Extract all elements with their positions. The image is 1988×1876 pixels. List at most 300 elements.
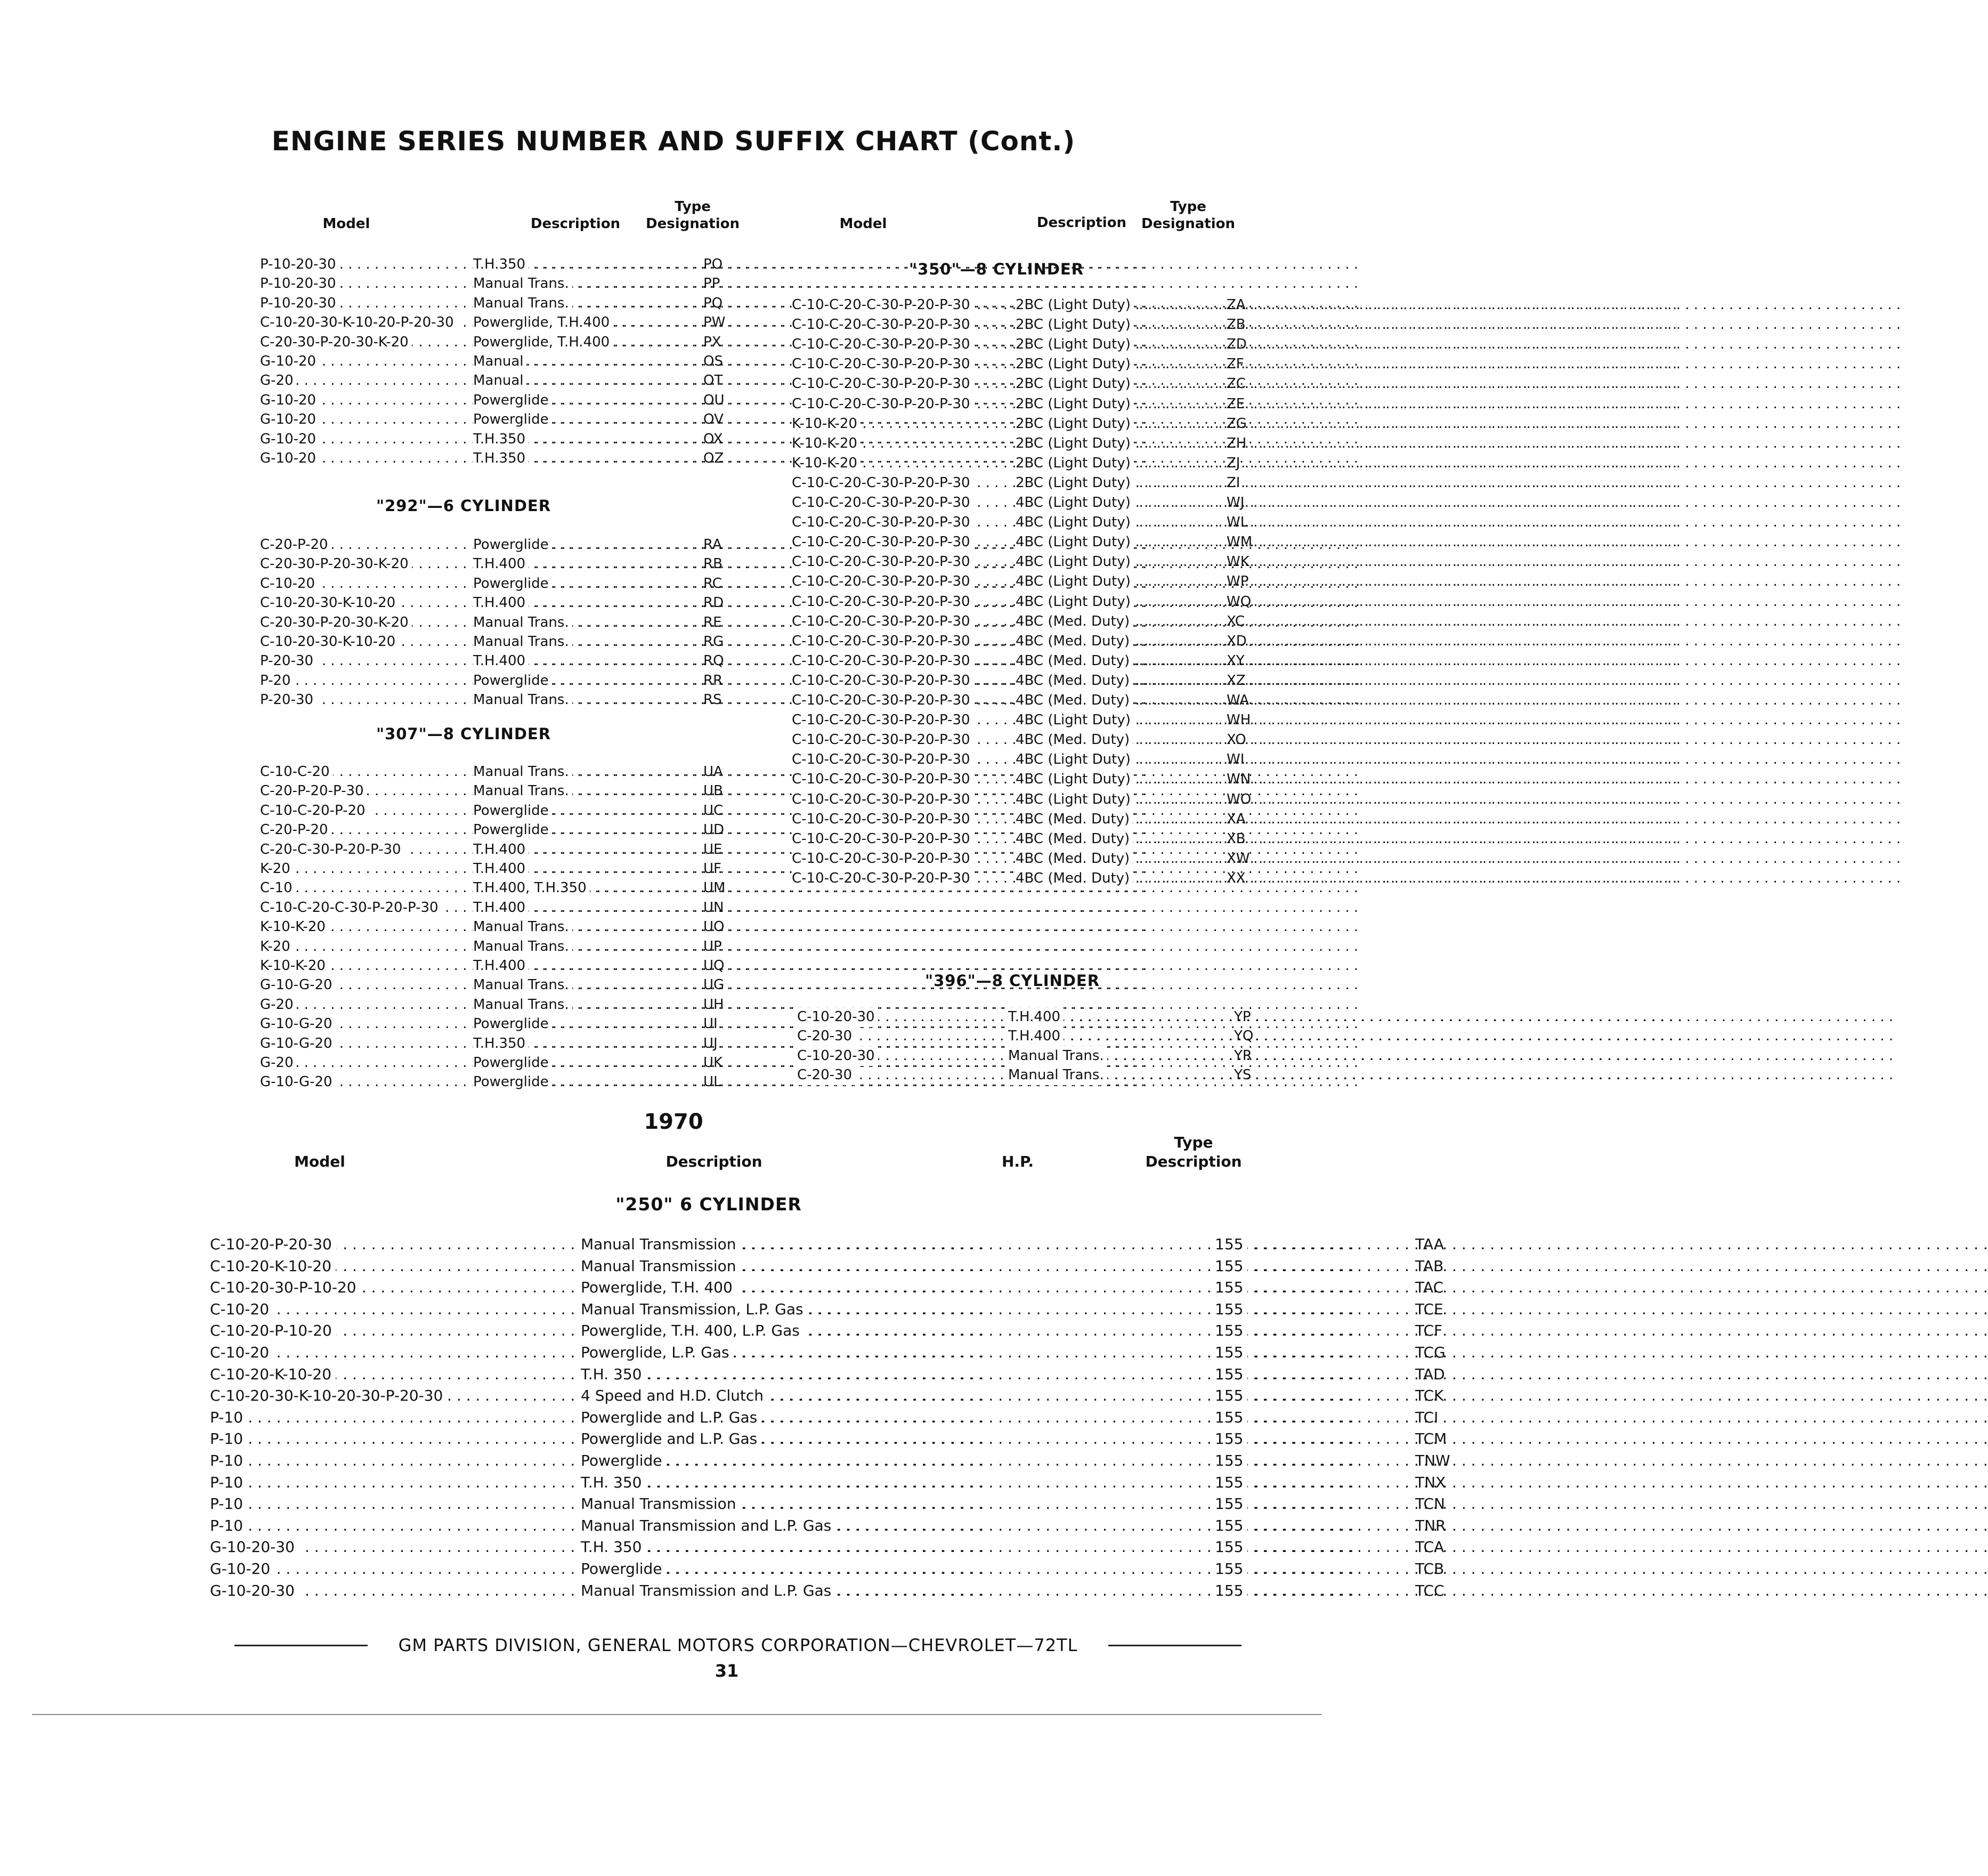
model-cell: C-10-C-20-C-30-P-20-P-30 [792, 691, 973, 710]
model-cell: C-20-30 [797, 1026, 855, 1046]
table-row [260, 1072, 729, 1092]
designation-cell: UO [703, 919, 725, 935]
table-row [260, 898, 729, 918]
type-description-cell: TCA [1415, 1538, 1445, 1556]
header-designation-left: Designation [646, 216, 740, 232]
designation-cell: PX [703, 334, 721, 350]
model-cell: C-10-C-20-C-30-P-20-P-30 [792, 354, 973, 374]
table-row [260, 956, 729, 976]
table-row [260, 391, 729, 410]
description-cell: Powerglide and L.P. Gas [581, 1428, 761, 1450]
description-cell: Powerglide [473, 671, 552, 691]
model-cell: C-20-P-20-P-30 [260, 781, 367, 801]
table-row [260, 1014, 729, 1034]
table-row [260, 1034, 729, 1054]
model-cell: C-10-20-30 [797, 1046, 878, 1066]
designation-cell: XD [1227, 633, 1247, 649]
dot-leader [210, 1471, 572, 1493]
description-cell: 4BC (Light Duty) [1016, 790, 1134, 810]
designation-cell: UM [703, 880, 726, 896]
table-row [792, 335, 1261, 354]
designation-cell: UP [703, 938, 722, 955]
header-hp-1970: H.P. [1001, 1153, 1034, 1170]
table-row [792, 552, 1261, 572]
model-cell: C-10-C-20-C-30-P-20-P-30 [792, 671, 973, 691]
model-cell: C-10-C-20-C-30-P-20-P-30 [792, 394, 973, 414]
model-cell: C-10-C-20-C-30-P-20-P-30 [792, 849, 973, 869]
designation-cell: UQ [703, 958, 725, 974]
hp-cell: 155 [1215, 1363, 1247, 1385]
table-row [210, 1385, 1444, 1406]
hp-cell: 155 [1215, 1233, 1247, 1255]
type-description-cell: TAD [1415, 1365, 1445, 1383]
table-row [260, 274, 729, 294]
description-cell: Powerglide [473, 410, 552, 430]
table-row [260, 535, 729, 555]
type-description-cell: TNW [1415, 1452, 1450, 1469]
table-row [792, 374, 1261, 394]
model-cell: C-20-30-P-20-30-K-20 [260, 554, 412, 574]
header-description-1970: Description [666, 1153, 762, 1170]
description-cell: T.H.400, T.H.350 [473, 878, 590, 898]
table-row [210, 1536, 1445, 1558]
description-cell: Manual Transmission, L.P. Gas [581, 1298, 808, 1320]
designation-cell: ZF [1227, 356, 1244, 373]
description-cell: Manual Trans. [473, 762, 572, 782]
designation-cell: OZ [703, 450, 724, 466]
description-cell: 4BC (Med. Duty) [1016, 810, 1133, 829]
table-row [792, 513, 1261, 532]
header-type-description-1970: Description [1145, 1153, 1242, 1170]
designation-cell: ZG [1227, 415, 1247, 432]
model-cell: C-10-C-20-C-30-P-20-P-30 [260, 898, 442, 918]
description-cell: Manual Transmission and L.P. Gas [581, 1580, 835, 1602]
designation-cell: XB [1227, 830, 1246, 847]
description-cell: T.H.350 [473, 430, 529, 449]
designation-cell: UH [703, 996, 724, 1013]
dot-leader [210, 1450, 572, 1471]
type-description-cell: TCK [1415, 1387, 1444, 1405]
description-cell: Powerglide [473, 1014, 552, 1034]
type-description-cell: TCB [1415, 1560, 1445, 1578]
description-cell: Manual Trans. [473, 632, 572, 652]
model-cell: C-20-30-P-20-30-K-20 [260, 613, 412, 633]
designation-cell: PP [703, 276, 720, 292]
header-type-left: Type [675, 199, 711, 215]
designation-cell: OT [703, 373, 723, 389]
hp-cell: 155 [1215, 1255, 1247, 1277]
model-cell: C-10-C-20-C-30-P-20-P-30 [792, 295, 973, 315]
designation-cell: YS [1234, 1067, 1252, 1083]
type-description-cell: TCG [1415, 1344, 1446, 1361]
table-row [792, 829, 1261, 849]
table-row [260, 613, 729, 633]
description-cell: 2BC (Light Duty) [1016, 335, 1134, 354]
model-cell: K-10-K-20 [792, 454, 861, 473]
model-cell: P-10 [210, 1450, 247, 1471]
designation-cell: WP [1227, 573, 1249, 590]
dot-leader [210, 1406, 572, 1428]
model-cell: G-20 [260, 1053, 297, 1073]
table-row [260, 840, 729, 860]
description-cell: 4BC (Light Duty) [1016, 592, 1134, 612]
table-row [797, 1065, 1261, 1085]
hp-cell: 155 [1215, 1471, 1247, 1493]
description-cell: Manual Trans. [473, 613, 572, 633]
designation-cell: WL [1227, 514, 1248, 531]
model-cell: C-10 [260, 878, 296, 898]
table-row [792, 394, 1261, 414]
model-cell: P-10 [210, 1428, 247, 1450]
model-cell: C-10-C-20-C-30-P-20-P-30 [792, 493, 973, 513]
table-row [260, 255, 729, 274]
model-cell: P-10 [210, 1471, 247, 1493]
description-cell: Manual Transmission and L.P. Gas [581, 1515, 835, 1537]
model-cell: G-10-20 [210, 1558, 274, 1580]
description-cell: T.H.350 [473, 255, 529, 274]
type-description-cell: TNX [1415, 1473, 1446, 1491]
hp-cell: 155 [1215, 1320, 1247, 1341]
description-cell: 4BC (Med. Duty) [1016, 730, 1133, 750]
model-cell: C-10-C-20-C-30-P-20-P-30 [792, 632, 973, 651]
table-row [260, 430, 729, 449]
designation-cell: XC [1227, 613, 1245, 629]
type-description-cell: TCC [1415, 1581, 1445, 1599]
description-cell: 4BC (Med. Duty) [1016, 691, 1133, 710]
table-row [260, 554, 729, 574]
type-description-cell: TCN [1415, 1495, 1445, 1513]
model-cell: C-10-C-20-C-30-P-20-P-30 [792, 552, 973, 572]
hp-cell: 155 [1215, 1385, 1247, 1406]
description-cell: Manual Trans. [473, 937, 572, 957]
description-cell: Powerglide [581, 1558, 667, 1580]
table-row [792, 849, 1261, 869]
model-cell: G-20 [260, 371, 297, 391]
table-row [792, 810, 1261, 829]
designation-cell: XZ [1227, 672, 1246, 689]
section-title-396: "396"—8 CYLINDER [924, 972, 1100, 990]
designation-cell: OV [703, 411, 724, 428]
table-row [260, 995, 729, 1015]
model-cell: G-10-G-20 [260, 975, 336, 995]
description-cell: Powerglide [473, 801, 552, 821]
description-cell: 4BC (Light Duty) [1016, 750, 1134, 770]
model-cell: P-10-20-30 [260, 294, 339, 313]
type-description-cell: TCE [1415, 1300, 1443, 1318]
hp-cell: 155 [1215, 1493, 1247, 1515]
description-cell: Powerglide [473, 391, 552, 410]
designation-cell: WO [1227, 791, 1252, 807]
model-cell: C-20-30-P-20-30-K-20 [260, 333, 412, 352]
table-row [260, 410, 729, 430]
model-cell: C-10-C-20-P-20 [260, 801, 369, 821]
table-row [260, 333, 729, 352]
table-row [260, 801, 729, 821]
description-cell: Manual Trans. [473, 781, 572, 801]
table-row [260, 651, 729, 671]
hp-cell: 155 [1215, 1276, 1247, 1298]
description-cell: Manual Trans. [1008, 1065, 1107, 1085]
designation-cell: YQ [1234, 1028, 1254, 1045]
model-cell: K-20 [260, 937, 294, 957]
type-description-cell: TNR [1415, 1516, 1446, 1534]
description-cell: Manual Trans. [473, 294, 572, 313]
description-cell: 4BC (Light Duty) [1016, 493, 1134, 513]
model-cell: G-10-20 [260, 410, 319, 430]
page-number: 31 [715, 1661, 739, 1681]
description-cell: 4BC (Med. Duty) [1016, 651, 1133, 671]
model-cell: G-10-20 [260, 391, 319, 410]
description-cell: Manual Trans. [473, 690, 572, 710]
designation-cell: RB [703, 556, 723, 572]
table-row [210, 1471, 1446, 1493]
model-cell: K-10-K-20 [792, 414, 861, 434]
model-cell: K-10-K-20 [260, 956, 329, 976]
hp-cell: 155 [1215, 1298, 1247, 1320]
dot-leader [581, 1471, 1207, 1493]
designation-cell: UD [703, 822, 725, 838]
header-model-right: Model [839, 216, 887, 232]
table-row [792, 671, 1261, 691]
footer-rule-right [1108, 1645, 1242, 1646]
section-title-350: "350"—8 CYLINDER [908, 260, 1084, 278]
description-cell: Powerglide [473, 535, 552, 555]
type-description-cell: TAA [1415, 1235, 1445, 1253]
designation-cell: UE [703, 841, 723, 858]
designation-cell: UJ [703, 1035, 718, 1052]
description-cell: Manual Transmission [581, 1233, 741, 1255]
designation-cell: XA [1227, 811, 1246, 827]
model-cell: C-10-20-30 [797, 1007, 878, 1027]
table-row [210, 1515, 1446, 1537]
designation-cell: OS [703, 353, 723, 369]
designation-cell: UA [703, 764, 723, 780]
hp-cell: 155 [1215, 1558, 1247, 1580]
type-description-cell: TAB [1415, 1257, 1444, 1275]
model-cell: G-10-20-30 [210, 1580, 299, 1602]
type-description-cell: TAC [1415, 1279, 1444, 1297]
description-cell: T.H. 350 [581, 1363, 646, 1385]
hp-cell: 155 [1215, 1580, 1247, 1602]
designation-cell: ZC [1227, 376, 1246, 392]
type-description-cell: TCI [1415, 1408, 1439, 1426]
model-cell: C-10-20-30-P-10-20 [210, 1276, 361, 1298]
model-cell: C-10-20-30-K-10-20-P-20-30 [260, 313, 457, 333]
description-cell: 4BC (Med. Duty) [1016, 849, 1133, 869]
model-cell: C-10-C-20-C-30-P-20-P-30 [792, 750, 973, 770]
designation-cell: XW [1227, 850, 1250, 867]
model-cell: C-10-C-20 [260, 762, 333, 782]
description-cell: 2BC (Light Duty) [1016, 394, 1134, 414]
model-cell: C-10-C-20-C-30-P-20-P-30 [792, 513, 973, 532]
designation-cell: WN [1227, 771, 1251, 788]
model-cell: C-10-C-20-C-30-P-20-P-30 [792, 810, 973, 829]
designation-cell: ZI [1227, 474, 1240, 491]
model-cell: C-10-C-20-C-30-P-20-P-30 [792, 770, 973, 789]
table-row [260, 1053, 729, 1073]
table-row [210, 1428, 1447, 1450]
designation-cell: RE [703, 614, 722, 630]
table-row [792, 493, 1261, 513]
designation-cell: UN [703, 899, 724, 916]
table-row [210, 1298, 1443, 1320]
table-row [210, 1320, 1443, 1341]
description-cell: 4BC (Med. Duty) [1016, 632, 1133, 651]
description-cell: T.H. 350 [581, 1536, 646, 1558]
table-row [260, 781, 729, 801]
description-cell: Powerglide, T.H. 400 [581, 1276, 737, 1298]
model-cell: P-20 [260, 671, 294, 691]
model-cell: C-10-20-K-10-20 [210, 1255, 336, 1277]
model-cell: C-20-C-30-P-20-P-30 [260, 840, 404, 860]
table-row [210, 1341, 1446, 1363]
designation-cell: OU [703, 392, 725, 408]
model-cell: P-20-30 [260, 651, 317, 671]
page-title: ENGINE SERIES NUMBER AND SUFFIX CHART (Cont.) [271, 126, 1076, 157]
model-cell: C-10-20 [260, 574, 318, 594]
model-cell: G-10-G-20 [260, 1034, 336, 1054]
description-cell: 4BC (Light Duty) [1016, 513, 1134, 532]
description-cell: Manual Trans. [473, 274, 572, 294]
designation-cell: WK [1227, 554, 1249, 570]
description-cell: 4BC (Light Duty) [1016, 552, 1134, 572]
hp-cell: 155 [1215, 1341, 1247, 1363]
table-row [792, 691, 1261, 710]
description-cell: 2BC (Light Duty) [1016, 374, 1134, 394]
model-cell: C-20-P-20 [260, 820, 331, 840]
model-cell: C-10-C-20-C-30-P-20-P-30 [792, 612, 973, 632]
model-cell: C-10-C-20-C-30-P-20-P-30 [792, 572, 973, 592]
table-row [792, 651, 1261, 671]
table-row [210, 1406, 1439, 1428]
table-row [792, 572, 1261, 592]
model-cell: C-10-C-20-C-30-P-20-P-30 [792, 710, 973, 730]
description-cell: Manual Transmission [581, 1493, 741, 1515]
header-model-1970: Model [294, 1153, 345, 1170]
designation-cell: UK [703, 1055, 723, 1071]
model-cell: C-10-20-30-K-10-20-30-P-20-30 [210, 1385, 447, 1406]
designation-cell: ZE [1227, 395, 1245, 412]
designation-cell: RA [703, 537, 722, 553]
table-row [797, 1026, 1261, 1046]
table-row [260, 671, 729, 691]
table-row [792, 473, 1261, 493]
model-cell: K-10-K-20 [260, 917, 329, 937]
model-cell: C-10-20-30-K-10-20 [260, 632, 399, 652]
description-cell: T.H.400 [1008, 1026, 1064, 1046]
model-cell: P-20-30 [260, 690, 317, 710]
dot-leader [581, 1450, 1207, 1471]
hp-cell: 155 [1215, 1428, 1247, 1450]
table-row [260, 820, 729, 840]
designation-cell: WH [1227, 712, 1251, 729]
description-cell: 4BC (Light Duty) [1016, 532, 1134, 552]
model-cell: C-10-C-20-C-30-P-20-P-30 [792, 790, 973, 810]
table-row [792, 710, 1261, 730]
model-cell: C-20-30 [797, 1065, 855, 1085]
model-cell: C-10-20-K-10-20 [210, 1363, 336, 1385]
designation-cell: WA [1227, 692, 1249, 708]
model-cell: C-10-20 [210, 1341, 273, 1363]
table-row [260, 859, 729, 879]
table-row [797, 1046, 1261, 1066]
model-cell: P-10-20-30 [260, 255, 339, 274]
header-type-1970: Type [1174, 1134, 1213, 1151]
model-cell: C-10-20 [210, 1298, 273, 1320]
year-heading: 1970 [644, 1110, 703, 1134]
model-cell: G-10-20 [260, 449, 319, 468]
model-cell: C-10-20-30-K-10-20 [260, 593, 399, 613]
designation-cell: UG [703, 977, 725, 993]
designation-cell: PQ [703, 295, 723, 311]
table-row [260, 690, 729, 710]
table-row [792, 354, 1261, 374]
table-row [792, 454, 1261, 473]
model-cell: P-10 [210, 1515, 247, 1537]
table-row [210, 1276, 1444, 1298]
designation-cell: YP [1234, 1009, 1251, 1025]
designation-cell: UB [703, 783, 723, 799]
description-cell: Powerglide [473, 574, 552, 594]
description-cell: T.H.400 [1008, 1007, 1064, 1027]
table-row [210, 1255, 1444, 1277]
model-cell: C-10-C-20-C-30-P-20-P-30 [792, 829, 973, 849]
designation-cell: XO [1227, 732, 1246, 748]
table-row [792, 612, 1261, 632]
dot-leader [210, 1515, 572, 1537]
model-cell: G-10-20-30 [210, 1536, 299, 1558]
table-row [792, 750, 1261, 770]
designation-cell: XY [1227, 652, 1245, 669]
description-cell: 2BC (Light Duty) [1016, 354, 1134, 374]
description-cell: 4BC (Light Duty) [1016, 710, 1134, 730]
model-cell: P-10 [210, 1493, 247, 1515]
designation-cell: UL [703, 1074, 721, 1090]
model-cell: G-10-20 [260, 430, 319, 449]
description-cell: T.H.400 [473, 554, 529, 574]
designation-cell: WI [1227, 751, 1245, 768]
designation-cell: UC [703, 802, 724, 819]
description-cell: 2BC (Light Duty) [1016, 434, 1134, 454]
table-row [260, 294, 729, 313]
designation-cell: ZH [1227, 435, 1247, 451]
designation-cell: ZA [1227, 297, 1246, 313]
designation-cell: UF [703, 861, 721, 877]
header-description-left: Description [530, 216, 621, 232]
description-cell: T.H.400 [473, 651, 529, 671]
table-row [792, 295, 1261, 315]
model-cell: G-10-G-20 [260, 1014, 336, 1034]
description-cell: 4BC (Light Duty) [1016, 770, 1134, 789]
description-cell: 4BC (Med. Duty) [1016, 869, 1133, 888]
description-cell: T.H. 350 [581, 1471, 646, 1493]
model-cell: C-10-C-20-C-30-P-20-P-30 [792, 532, 973, 552]
description-cell: Powerglide [473, 1053, 552, 1073]
section-title-307: "307"—8 CYLINDER [376, 725, 551, 743]
table-row [792, 790, 1261, 810]
table-row [260, 975, 729, 995]
section-title-292: "292"—6 CYLINDER [376, 497, 551, 515]
hp-cell: 155 [1215, 1450, 1247, 1471]
designation-cell: ZD [1227, 336, 1247, 353]
description-cell: Powerglide, T.H.400 [473, 313, 613, 333]
description-cell: Manual Transmission [581, 1255, 741, 1277]
table-row [260, 878, 729, 898]
description-cell: Manual Trans. [473, 995, 572, 1015]
designation-cell: YR [1234, 1047, 1252, 1064]
designation-cell: RC [703, 575, 722, 592]
designation-cell: PW [703, 314, 726, 331]
